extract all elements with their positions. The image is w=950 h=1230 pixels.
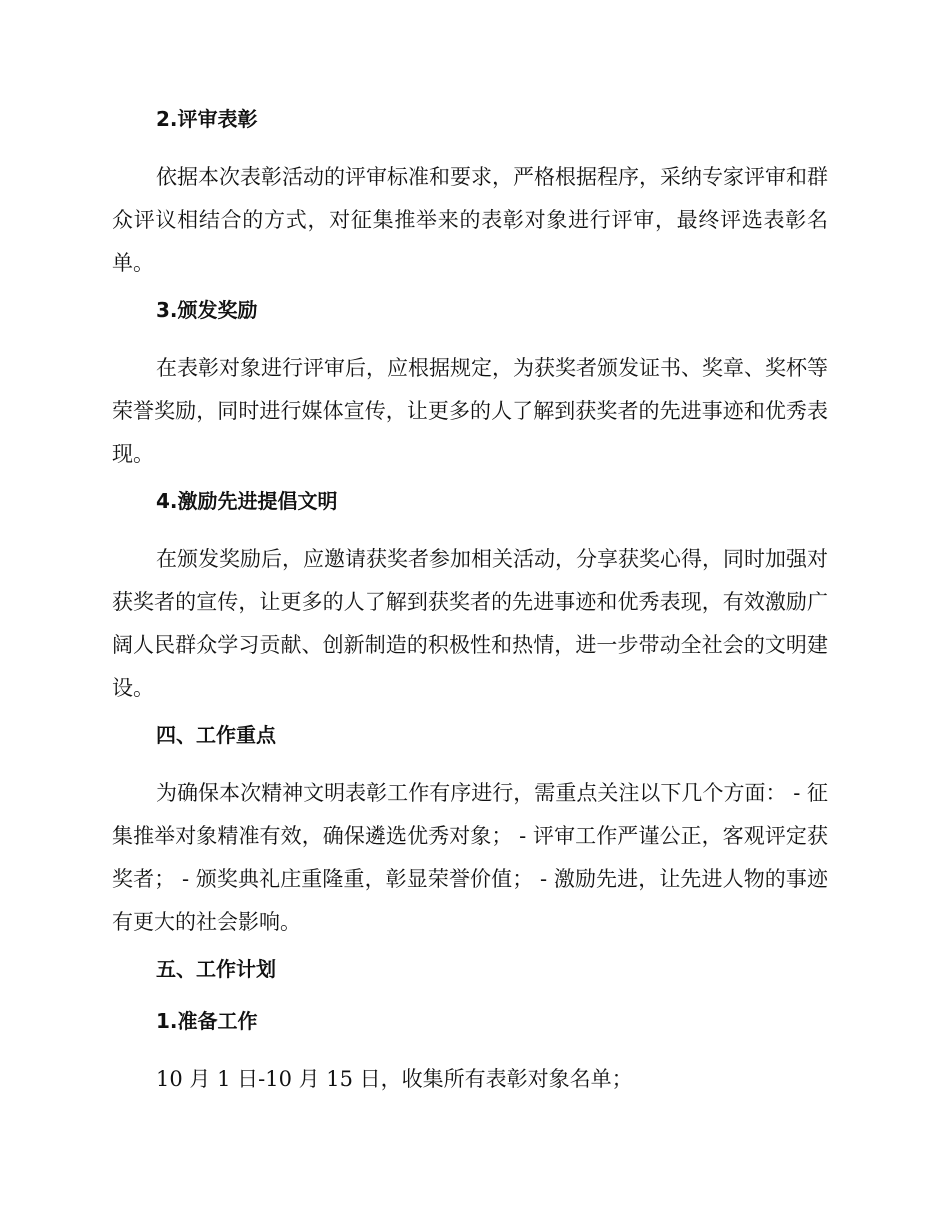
section-paragraph-preparation: 10 月 1 日-10 月 15 日，收集所有表彰对象名单；: [156, 1067, 633, 1091]
section-paragraph-awards: 在表彰对象进行评审后，应根据规定，为获奖者颁发证书、奖章、奖杯等荣誉奖励，同时进行媒体宣传，让更多的人了解到获奖者的先进事迹和优秀表现。: [112, 356, 828, 466]
section-heading-preparation: 1.准备工作: [156, 1009, 258, 1033]
section-heading-key-points: 四、工作重点: [156, 723, 276, 747]
section-heading-awards: 3.颁发奖励: [156, 298, 258, 322]
document-body: [112, 104, 828, 1101]
section-heading-encourage: 4.激励先进提倡文明: [156, 489, 338, 513]
section-paragraph-review: 依据本次表彰活动的评审标准和要求，严格根据程序，采纳专家评审和群众评议相结合的方式，对征集推举来的表彰对象进行评审，最终评选表彰名单。: [112, 165, 828, 275]
section-heading-work-plan: 五、工作计划: [156, 957, 276, 981]
section-paragraph-encourage: 在颁发奖励后，应邀请获奖者参加相关活动，分享获奖心得，同时加强对获奖者的宣传，让更多的人了解到获奖者的先进事迹和优秀表现，有效激励广阔人民群众学习贡献、创新制造的积极性和热情，进一步带动全社会的文明建设。: [112, 547, 828, 700]
section-heading-review: 2.评审表彰: [156, 107, 258, 131]
section-paragraph-key-points: 为确保本次精神文明表彰工作有序进行，需重点关注以下几个方面： - 征集推举对象精准有效，确保遴选优秀对象； - 评审工作严谨公正，客观评定获奖者； - 颁奖典礼庄重隆重，彰显荣誉价值； - 激励先进，让先进人物的事迹有更大的社会影响。: [112, 781, 828, 934]
